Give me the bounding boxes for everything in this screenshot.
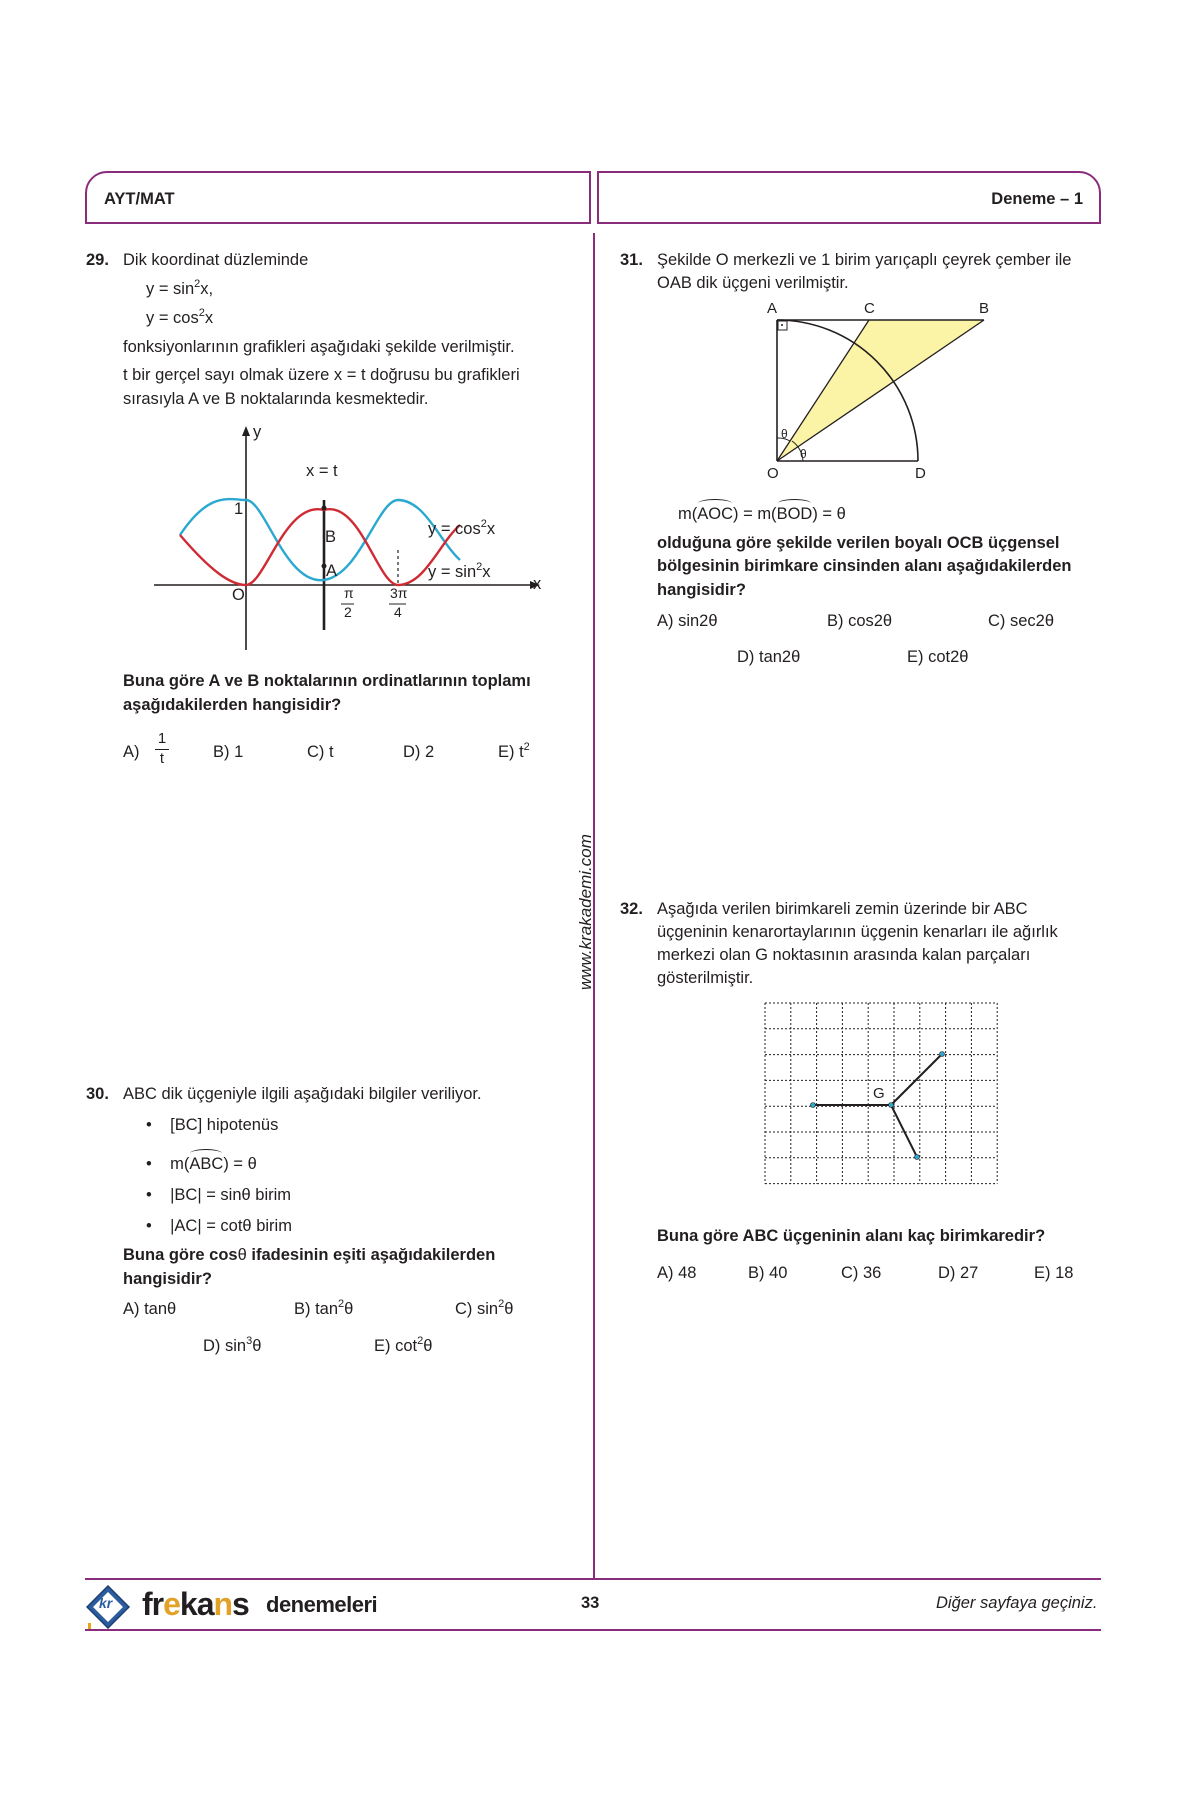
- q32-option-E[interactable]: E) 18: [1034, 1264, 1074, 1282]
- q32-grid-figure: [760, 998, 1000, 1218]
- graph-four: 4: [394, 604, 402, 620]
- q30-bullet4: • |AC| = cotθ birim: [146, 1217, 292, 1235]
- median-segment-2: [891, 1054, 942, 1105]
- website-text: www.krakademi.com: [576, 834, 595, 990]
- footer-bottom-rule: [85, 1629, 1101, 1631]
- graph-y-label: y: [253, 423, 262, 441]
- cos-squared-curve: [180, 499, 460, 580]
- q31-label-O: O: [767, 465, 779, 482]
- brand-logo-text: kr: [99, 1595, 113, 1611]
- q29-option-E[interactable]: E) $t^2$: [498, 741, 530, 761]
- graph-vline-label: x = t: [306, 462, 338, 480]
- graph-one-label: 1: [234, 500, 244, 518]
- brand-tagline: denemeleri: [266, 1592, 378, 1617]
- brand-name: frekans: [142, 1586, 249, 1622]
- q29-option-C[interactable]: C) t: [307, 743, 334, 761]
- q30-bullet1: • [BC] hipotenüs: [146, 1116, 279, 1134]
- q29-line4: t bir gerçel sayı olmak üzere x = t doğrusu bu grafikleri: [123, 366, 520, 384]
- q30-option-B[interactable]: B) $\tan^2\theta$: [294, 1298, 354, 1318]
- centroid-G: [889, 1103, 894, 1108]
- q31-label-D: D: [915, 465, 926, 482]
- exam-title: Deneme – 1: [991, 190, 1083, 208]
- graph-sin-label: $y = \sin^2x$: [428, 561, 491, 581]
- q29-option-D[interactable]: D) 2: [403, 743, 435, 761]
- q31-number: 31.: [620, 251, 643, 269]
- header-left-box: [85, 171, 591, 224]
- q32-option-A[interactable]: A) 48: [657, 1264, 697, 1282]
- q32-question: Buna göre ABC üçgeninin alanı kaç birimkaredir?: [657, 1227, 1046, 1245]
- q32-option-C[interactable]: C) 36: [841, 1264, 882, 1282]
- q32-line4: gösterilmiştir.: [657, 969, 754, 987]
- q32-line1: Aşağıda verilen birimkareli zemin üzerinde bir ABC: [657, 900, 1028, 918]
- q31-figure: [760, 310, 1000, 470]
- median-endpoint-1: [811, 1103, 816, 1108]
- exam-subject: AYT/MAT: [104, 190, 175, 208]
- q31-theta-2: θ: [800, 447, 807, 461]
- page-number: 33: [581, 1594, 600, 1612]
- q29-question-2: aşağıdakilerden hangisidir?: [123, 696, 342, 714]
- graph-A-label: A: [326, 562, 338, 580]
- q29-option-A-fraction: 1 t: [155, 730, 169, 767]
- q31-option-D[interactable]: D) tan2θ: [737, 648, 801, 666]
- q30-question-2: hangisidir?: [123, 1270, 212, 1288]
- q29-number: 29.: [86, 251, 109, 269]
- q30-number: 30.: [86, 1085, 109, 1103]
- sin-squared-curve: [180, 509, 460, 585]
- q32-label-G: G: [873, 1085, 885, 1102]
- q31-line2: OAB dik üçgeni verilmiştir.: [657, 274, 849, 292]
- q30-option-C[interactable]: C) $\sin^2\theta$: [455, 1298, 514, 1318]
- graph-pi: π: [344, 585, 354, 601]
- graph-two: 2: [344, 604, 352, 620]
- header-right-box: [597, 171, 1101, 224]
- q30-option-A[interactable]: A) tanθ: [123, 1300, 177, 1318]
- q31-question-1: olduğuna göre şekilde verilen boyalı OCB üçgensel: [657, 534, 1060, 552]
- q29-question-1: Buna göre A ve B noktalarının ordinatlarının toplamı: [123, 672, 531, 690]
- q29-option-A[interactable]: A): [123, 743, 140, 761]
- q32-line3: merkezi olan G noktasının arasında kalan parçaları: [657, 946, 1031, 964]
- q32-line2: üçgeninin kenarortaylarının üçgenin kenarları ile ağırlık: [657, 923, 1058, 941]
- q32-number: 32.: [620, 900, 643, 918]
- q31-question-3: hangisidir?: [657, 581, 746, 599]
- q31-option-A[interactable]: A) sin2θ: [657, 612, 718, 630]
- median-endpoint-3: [915, 1155, 920, 1160]
- q31-condition: m(AOC) = m(BOD) = θ: [678, 505, 846, 523]
- q31-label-A: A: [767, 300, 778, 317]
- q32-option-B[interactable]: B) 40: [748, 1264, 788, 1282]
- point-B: [322, 506, 327, 511]
- next-page-note: Diğer sayfaya geçiniz.: [936, 1594, 1098, 1612]
- median-segment-3: [891, 1105, 917, 1157]
- y-axis-arrow: [242, 426, 250, 436]
- graph-three-pi: 3π: [390, 585, 408, 601]
- q29-eq2: $y = \cos^2x$: [146, 307, 214, 327]
- q31-option-C[interactable]: C) sec2θ: [988, 612, 1055, 630]
- graph-cos-label: $y = \cos^2x$: [428, 518, 496, 538]
- q30-intro: ABC dik üçgeniyle ilgili aşağıdaki bilgiler veriliyor.: [123, 1085, 482, 1103]
- q29-line3: fonksiyonlarının grafikleri aşağıdaki şekilde verilmiştir.: [123, 338, 515, 356]
- q32-option-D[interactable]: D) 27: [938, 1264, 979, 1282]
- q29-line5: sırasıyla A ve B noktalarında kesmektedir.: [123, 390, 429, 408]
- footer-top-rule: [85, 1578, 1101, 1580]
- graph-B-label: B: [325, 528, 337, 546]
- q31-theta-1: θ: [781, 427, 788, 441]
- q29-eq1: $y = \sin^2x$,: [146, 278, 214, 298]
- q29-intro: Dik koordinat düzleminde: [123, 251, 309, 269]
- q30-option-D[interactable]: D) $\sin^3\theta$: [203, 1335, 262, 1355]
- q30-option-E[interactable]: E) $\cot^2\theta$: [374, 1335, 433, 1355]
- q31-option-B[interactable]: B) cos2θ: [827, 612, 893, 630]
- q29-option-B[interactable]: B) 1: [213, 743, 244, 761]
- q31-question-2: bölgesinin birimkare cinsinden alanı aşağıdakilerden: [657, 557, 1072, 575]
- q31-option-E[interactable]: E) cot2θ: [907, 648, 969, 666]
- q31-label-C: C: [864, 300, 875, 317]
- q30-bullet2: • m(ABC) = θ: [146, 1155, 257, 1173]
- median-endpoint-2: [940, 1052, 945, 1057]
- q30-bullet3: • |BC| = sinθ birim: [146, 1186, 292, 1204]
- q31-label-B: B: [979, 300, 990, 317]
- graph-x-label: x: [533, 575, 542, 593]
- q30-question-1: Buna göre cosθ ifadesinin eşiti aşağıdakilerden: [123, 1246, 496, 1264]
- graph-origin-label: O: [232, 586, 245, 604]
- q31-line1: Şekilde O merkezli ve 1 birim yarıçaplı çeyrek çember ile: [657, 251, 1072, 269]
